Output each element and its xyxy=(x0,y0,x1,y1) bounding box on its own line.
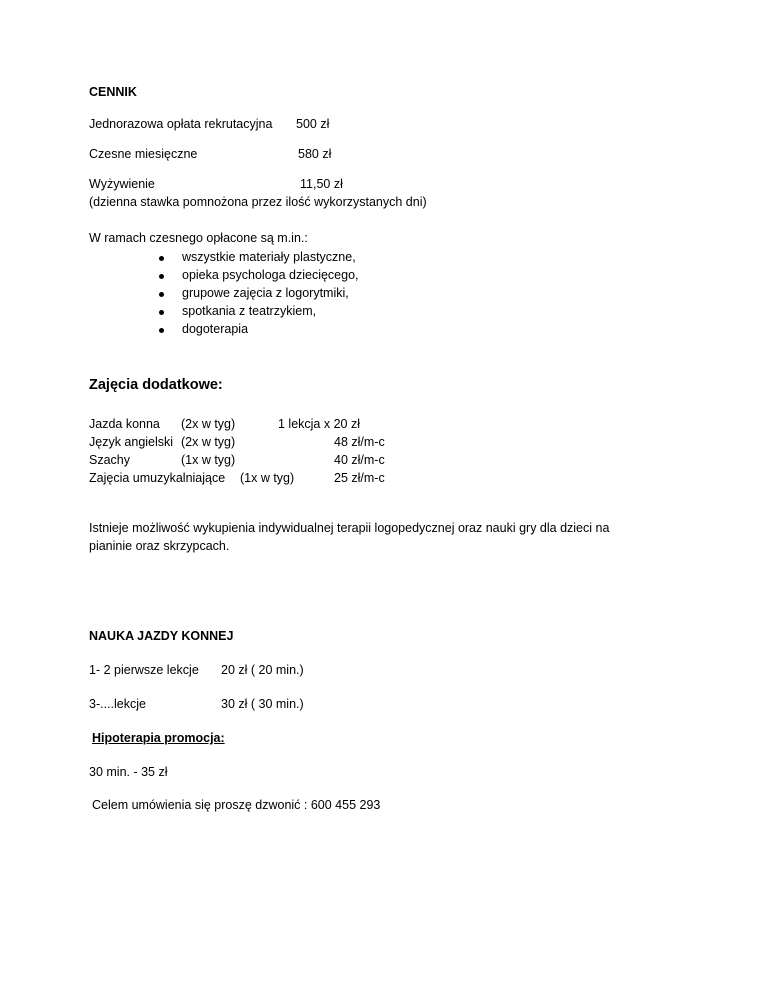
extra-freq: (1x w tyg) xyxy=(181,453,236,467)
included-intro: W ramach czesnego opłacone są m.in.: xyxy=(89,231,308,245)
horse-lesson-price: 20 zł ( 20 min.) xyxy=(221,663,304,677)
horse-lesson-label: 3-....lekcje xyxy=(89,697,146,711)
extra-freq: (1x w tyg) xyxy=(240,471,295,485)
fee-value-food: 11,50 zł xyxy=(300,177,343,191)
included-item: grupowe zajęcia z logorytmiki, xyxy=(182,286,349,300)
promo-price: 30 min. - 35 zł xyxy=(89,765,168,779)
fee-label-tuition: Czesne miesięczne xyxy=(89,147,198,161)
fee-label-food: Wyżywienie xyxy=(89,177,155,191)
extra-name: Zajęcia umuzykalniające xyxy=(89,471,226,485)
included-item: spotkania z teatrzykiem, xyxy=(182,304,317,318)
cennik-title: CENNIK xyxy=(89,85,137,99)
extra-price: 25 zł/m-c xyxy=(334,471,385,485)
fee-value-recruitment: 500 zł xyxy=(296,117,330,131)
horse-lesson-price: 30 zł ( 30 min.) xyxy=(221,697,304,711)
extra-name: Szachy xyxy=(89,453,130,467)
bullet-icon xyxy=(159,328,164,333)
extra-freq: (2x w tyg) xyxy=(181,435,236,449)
extra-note-line1: Istnieje możliwość wykupienia indywidualnej terapii logopedycznej oraz nauki gry dla dzieci na xyxy=(89,521,610,535)
bullet-icon xyxy=(159,292,164,297)
extra-note-line2: pianinie oraz skrzypcach. xyxy=(89,539,230,553)
horse-title: NAUKA JAZDY KONNEJ xyxy=(89,629,234,643)
extra-freq: (2x w tyg) xyxy=(181,417,236,431)
included-item: dogoterapia xyxy=(182,322,249,336)
bullet-icon xyxy=(159,274,164,279)
extra-name: Język angielski xyxy=(89,435,174,449)
extra-price: 48 zł/m-c xyxy=(334,435,385,449)
included-item: opieka psychologa dziecięcego, xyxy=(182,268,359,282)
bullet-icon xyxy=(159,310,164,315)
food-note: (dzienna stawka pomnożona przez ilość wykorzystanych dni) xyxy=(89,195,427,209)
bullet-icon xyxy=(159,256,164,261)
extra-price: 1 lekcja x 20 zł xyxy=(278,417,360,431)
fee-label-recruitment: Jednorazowa opłata rekrutacyjna xyxy=(89,117,273,131)
extra-price: 40 zł/m-c xyxy=(334,453,385,467)
extra-name: Jazda konna xyxy=(89,417,160,431)
promo-title: Hipoterapia promocja: xyxy=(92,731,225,745)
extra-title: Zajęcia dodatkowe: xyxy=(89,377,223,393)
horse-lesson-label: 1- 2 pierwsze lekcje xyxy=(89,663,199,677)
included-item: wszystkie materiały plastyczne, xyxy=(182,250,356,264)
contact-info: Celem umówienia się proszę dzwonić : 600 455 293 xyxy=(92,798,381,812)
fee-value-tuition: 580 zł xyxy=(298,147,332,161)
